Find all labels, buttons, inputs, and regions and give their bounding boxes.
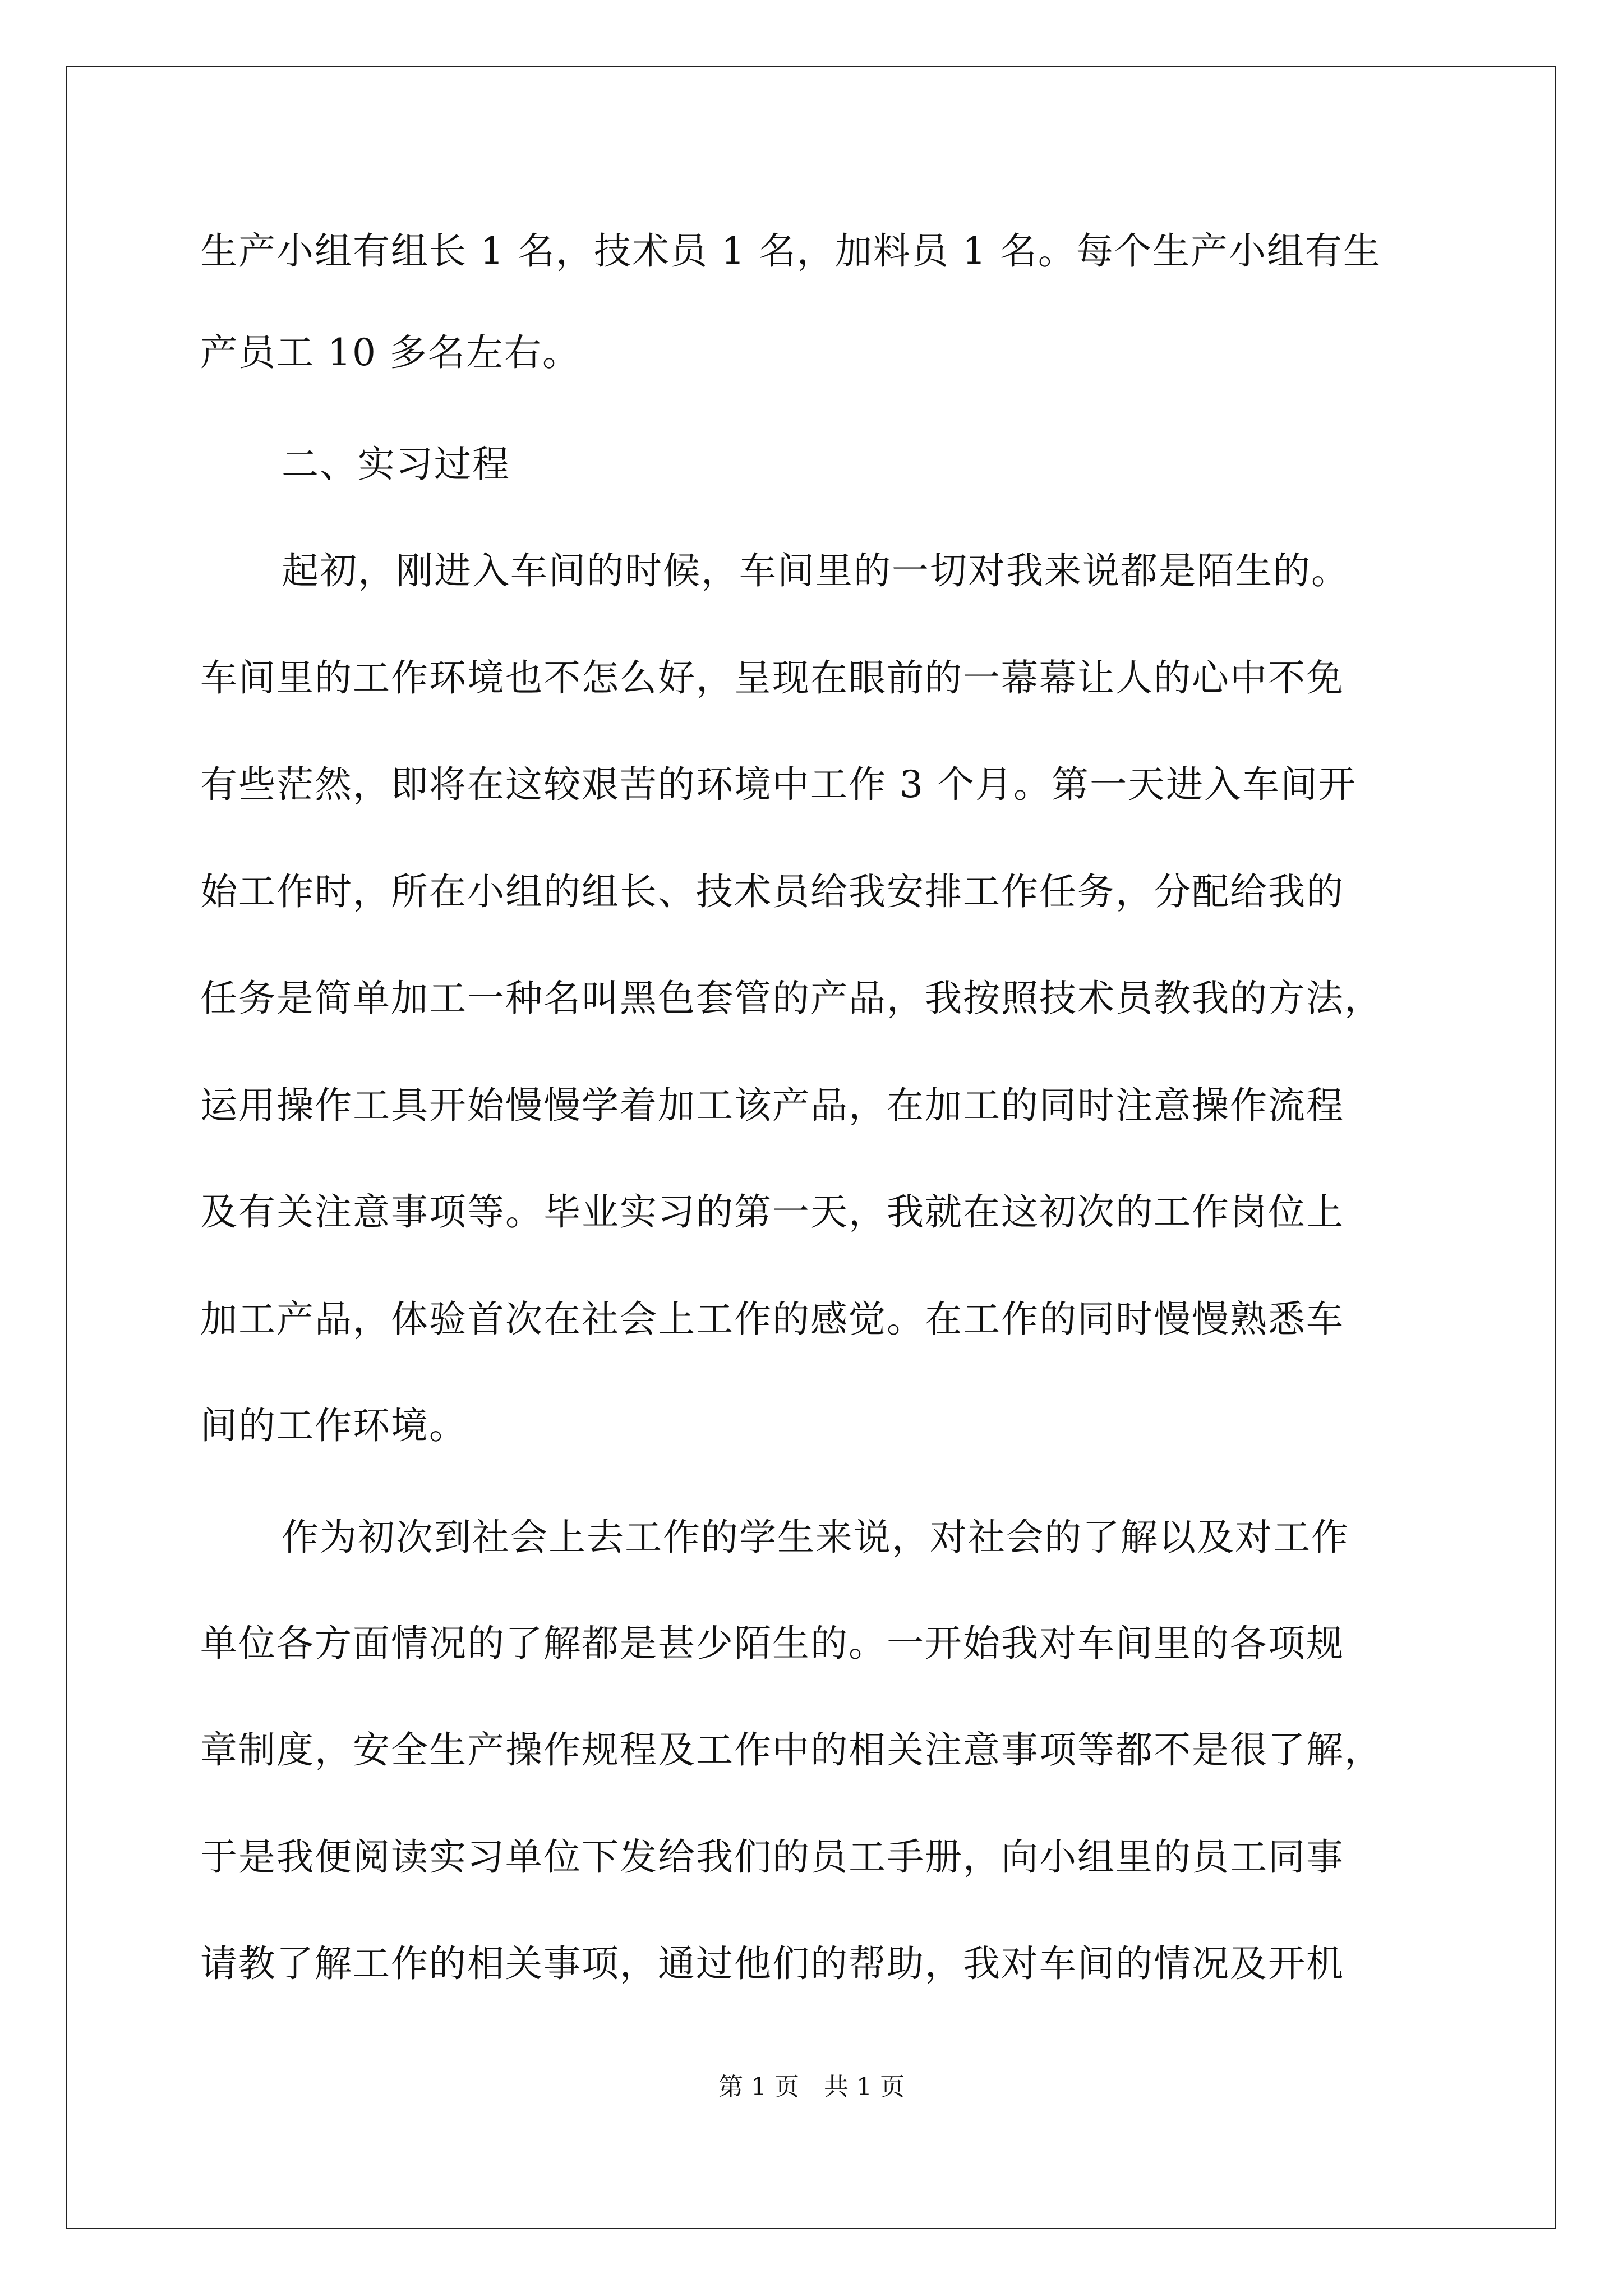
text-line-9: 运用操作工具开始慢慢学着加工该产品，在加工的同时注意操作流程 (200, 1084, 1344, 1127)
text-line-5: 车间里的工作环境也不怎么好，呈现在眼前的一幕幕让人的心中不免 (200, 656, 1344, 700)
text-line-15: 章制度，安全生产操作规程及工作中的相关注意事项等都不是很了解， (200, 1728, 1382, 1772)
text-line-17: 请教了解工作的相关事项，通过他们的帮助，我对车间的情况及开机 (200, 1942, 1344, 1985)
text-line-4: 起初，刚进入车间的时候，车间里的一切对我来说都是陌生的。 (282, 549, 1349, 592)
text-line-14: 单位各方面情况的了解都是甚少陌生的。一开始我对车间里的各项规 (200, 1622, 1344, 1665)
page-footer: 第 1 页 共 1 页 (718, 2073, 905, 2101)
text-line-6: 有些茫然，即将在这较艰苦的环境中工作 3 个月。第一天进入车间开 (200, 763, 1357, 806)
text-line-16: 于是我便阅读实习单位下发给我们的员工手册，向小组里的员工同事 (200, 1835, 1344, 1879)
text-line-10: 及有关注意事项等。毕业实习的第一天，我就在这初次的工作岗位上 (200, 1190, 1344, 1234)
text-line-12: 间的工作环境。 (200, 1404, 467, 1447)
page-border (66, 66, 1556, 2229)
text-line-11: 加工产品，体验首次在社会上工作的感觉。在工作的同时慢慢熟悉车 (200, 1297, 1344, 1341)
text-line-2: 产员工 10 多名左右。 (200, 331, 580, 374)
text-line-7: 始工作时，所在小组的组长、技术员给我安排工作任务，分配给我的 (200, 870, 1344, 913)
text-line-13: 作为初次到社会上去工作的学生来说，对社会的了解以及对工作 (282, 1516, 1349, 1559)
text-line-8: 任务是简单加工一种名叫黑色套管的产品，我按照技术员教我的方法， (200, 977, 1382, 1020)
text-line-1: 生产小组有组长 1 名，技术员 1 名，加料员 1 名。每个生产小组有生 (200, 229, 1381, 273)
section-heading: 二、实习过程 (282, 443, 510, 486)
